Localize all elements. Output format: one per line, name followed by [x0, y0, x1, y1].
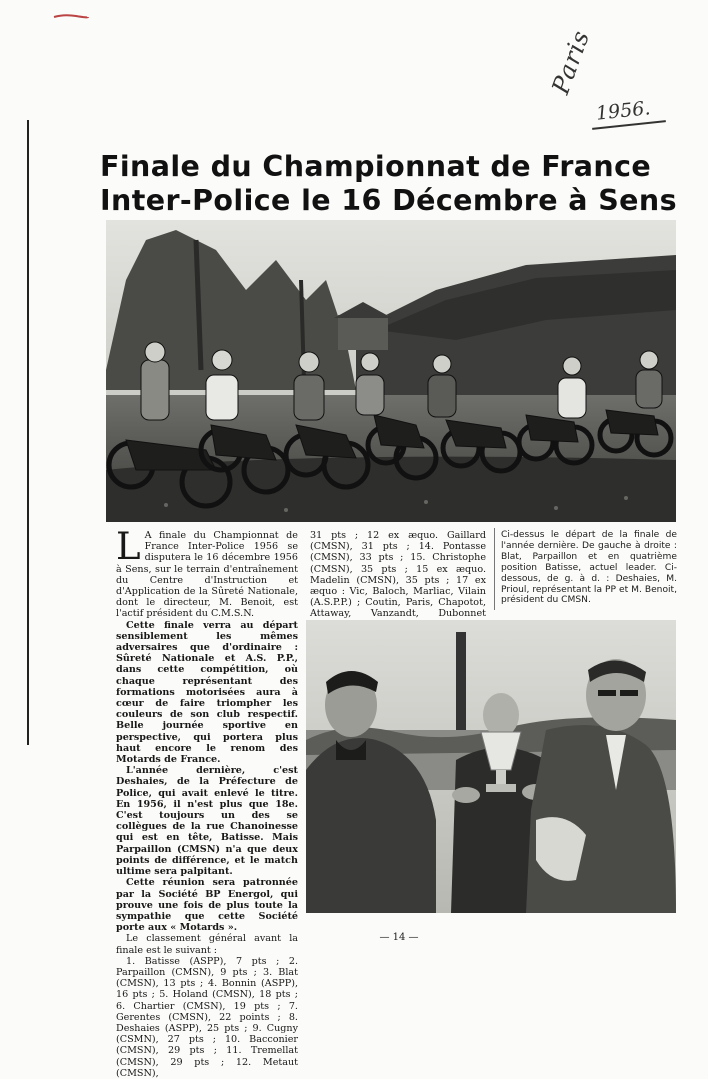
- lead-text: A finale du Championnat de France Inter-Police 1956 se disputera le 16 décembre 1956 à Sens, sur le terrain d'entraînement du Centre d'Instruction et d'Application de la Sûreté Nationale, dont le directeur, M. Benoit, est l'actif président du C.M.S.N.: [116, 530, 298, 620]
- photo-trophy-presentation: [306, 620, 676, 913]
- article-paragraph: Le classement général avant la finale est le suivant :: [116, 933, 298, 956]
- photo-caption: Ci-dessus le départ de la finale de l'année dernière. De gauche à droite : Blat, Parpaillon et en quatrième position Batisse, actuel leader. Ci-dessous, de g. à d. : Deshaies, M. Prioul, représentant la PP et M. Benoit, président du CMSN.: [501, 530, 677, 606]
- article-column-1: [116, 525, 298, 1079]
- photo-race-start: [106, 220, 676, 522]
- title-line-1: Finale du Championnat de France: [100, 150, 652, 183]
- handwritten-place-note: Paris: [546, 26, 596, 98]
- article-title: [100, 150, 680, 218]
- margin-rule: [27, 120, 29, 745]
- caption-rule: [494, 528, 495, 610]
- scan-mark: [52, 14, 90, 20]
- page-number: — 14 —: [379, 932, 419, 943]
- article-paragraph: L'année dernière, c'est Deshaies, de la Préfecture de Police, qui avait enlevé le titre. En 1956, il n'est plus que 18e. C'est toujours un des se collègues de la rue Chanoinesse qui est en tête, Batisse. Mais Parpaillon (CMSN) n'a que deux points de différence, et le match ultime sera palpitant.: [116, 765, 298, 878]
- article-paragraph: Cette réunion sera patronnée par la Société BP Energol, qui prouve une fois de plus toute la sympathie que cette Société porte aux « Motards ».: [116, 877, 298, 934]
- title-line-2: Inter-Police le 16 Décembre à Sens: [100, 184, 677, 217]
- standings-list: 1. Batisse (ASPP), 7 pts ; 2. Parpaillon (CMSN), 9 pts ; 3. Blat (CMSN), 13 pts ; 4. Bonnin (ASPP), 16 pts ; 5. Holand (CMSN), 18 pts ; 6. Chartier (CMSN), 19 pts ; 7. Gerentes (CMSN), 22 points ; 8. Deshaies (ASPP), 25 pts ; 9. Cugny (CSMN), 27 pts ; 10. Bacconier (CMSN), 29 pts ; 11. Tremellat (CMSN), 29 pts ; 12. Metaut (CMSN),: [116, 955, 298, 1079]
- article-paragraph-lead: [116, 525, 298, 620]
- article-column-2: [310, 530, 486, 631]
- standings-continued: 31 pts ; 12 ex æquo. Gaillard (CMSN), 31 pts ; 14. Pontasse (CMSN), 33 pts ; 15. Christophe (CMSN), 35 pts ; 15 ex æquo. Madelin (CMSN), 35 pts ; 17 ex æquo : Vic, Baloch, Marliac, Vilain (A.S.P.P.) ; Coutin, Paris, Chapotot, Attaway, Vanzandt, Dubonnet: [310, 530, 486, 620]
- handwritten-year-note: 1956.: [594, 97, 652, 125]
- article-paragraph: Cette finale verra au départ sensiblement les mêmes adversaires que d'ordinaire : Sûreté Nationale et A.S. P.P., dans cette compétition, où chaque représentant des formations motorisées aura à cœur de faire triompher les couleurs de son club respectif. Belle journée sportive en perspective, qui portera plus haut encore le renom des Motards de France.: [116, 619, 298, 766]
- drop-cap: L: [116, 525, 141, 568]
